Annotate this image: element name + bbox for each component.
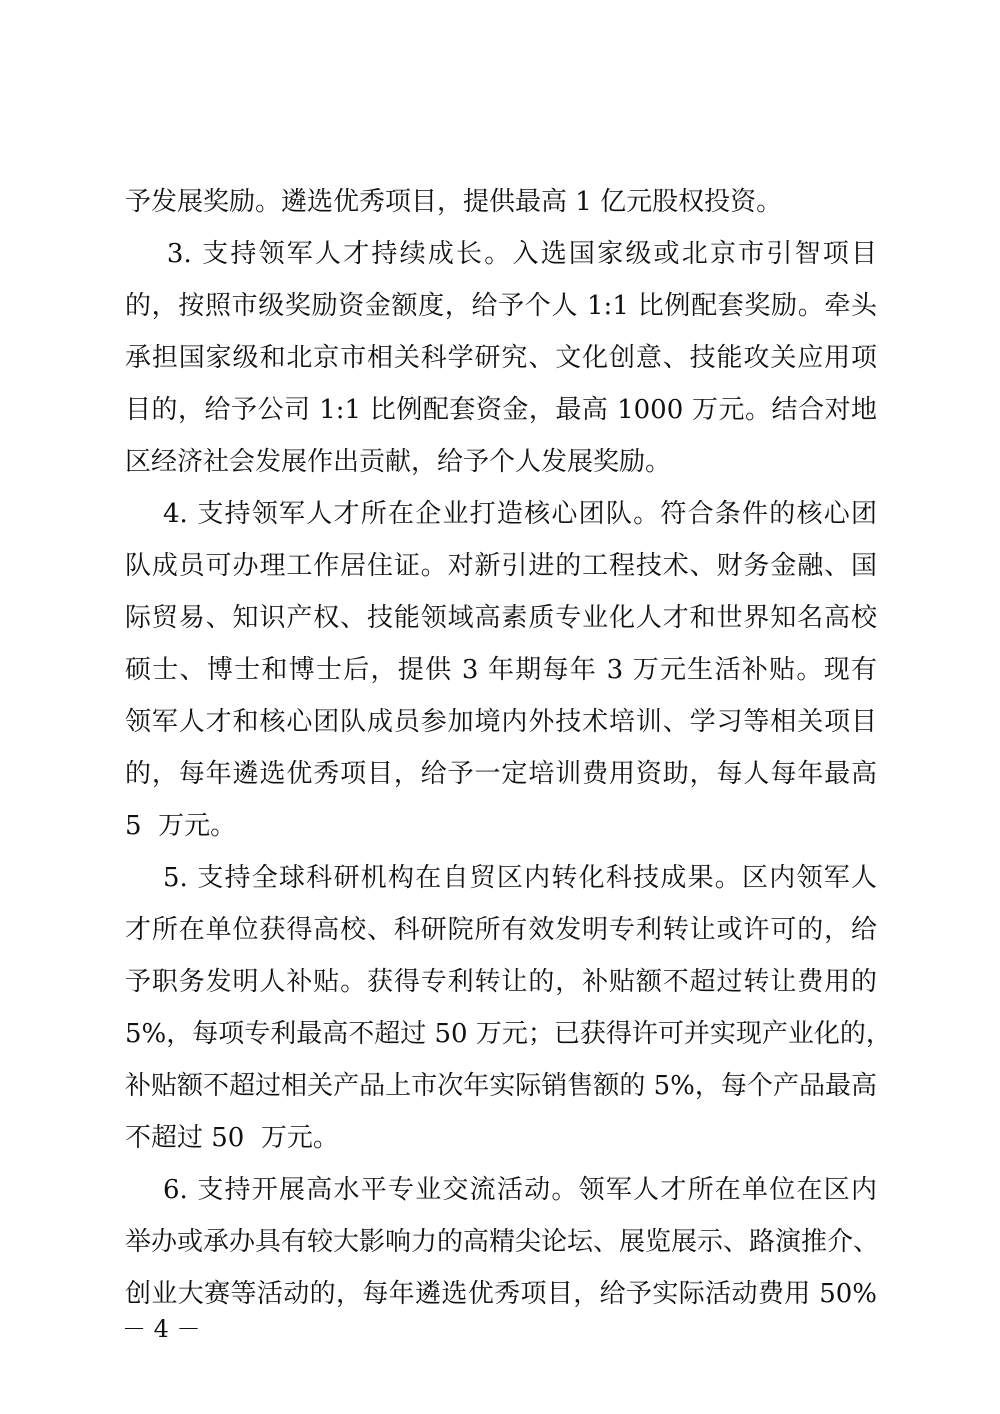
text-line: 3. 支持领军人才持续成长。入选国家级或北京市引智项目 (125, 239, 877, 269)
text-line: 才所在单位获得高校、科研院所有效发明专利转让或许可的，给 (125, 915, 877, 945)
text-line: 区经济社会发展作出贡献，给予个人发展奖励。 (125, 447, 672, 477)
text-line: 举办或承办具有较大影响力的高精尖论坛、展览展示、路演推介、 (125, 1227, 880, 1257)
text-line: 5%，每项专利最高不超过 50 万元；已获得许可并实现产业化的， (125, 1019, 892, 1049)
text-line: 硕士、博士和博士后，提供 3 年期每年 3 万元生活补贴。现有 (125, 655, 877, 685)
text-line: 创业大赛等活动的，每年遴选优秀项目，给予实际活动费用 50% (125, 1279, 877, 1309)
text-line: 队成员可办理工作居住证。对新引进的工程技术、财务金融、国 (125, 551, 877, 581)
text-line: 的，每年遴选优秀项目，给予一定培训费用资助，每人每年最高 (125, 759, 877, 789)
text-line: 际贸易、知识产权、技能领域高素质专业化人才和世界知名高校 (125, 603, 877, 633)
text-line: 予发展奖励。遴选优秀项目，提供最高 1 亿元股权投资。 (125, 187, 783, 217)
text-line: 4. 支持领军人才所在企业打造核心团队。符合条件的核心团 (125, 499, 877, 529)
text-line: 6. 支持开展高水平专业交流活动。领军人才所在单位在区内 (125, 1175, 877, 1205)
text-line: 目的，给予公司 1:1 比例配套资金，最高 1000 万元。结合对地 (125, 395, 877, 425)
text-line: 不超过 50 万元。 (125, 1123, 339, 1153)
text-line: 5 万元。 (125, 811, 237, 841)
text-line: 予职务发明人补贴。获得专利转让的，补贴额不超过转让费用的 (125, 967, 877, 997)
text-line: 承担国家级和北京市相关科学研究、文化创意、技能攻关应用项 (125, 343, 877, 373)
text-line: 5. 支持全球科研机构在自贸区内转化科技成果。区内领军人 (125, 863, 877, 893)
text-line: 领军人才和核心团队成员参加境内外技术培训、学习等相关项目 (125, 707, 877, 737)
text-line: 的，按照市级奖励资金额度，给予个人 1:1 比例配套奖励。牵头 (125, 291, 877, 321)
body-text (125, 176, 892, 1320)
page-number: － 4 － (122, 1315, 201, 1343)
text-line: 补贴额不超过相关产品上市次年实际销售额的 5%，每个产品最高 (125, 1071, 877, 1101)
